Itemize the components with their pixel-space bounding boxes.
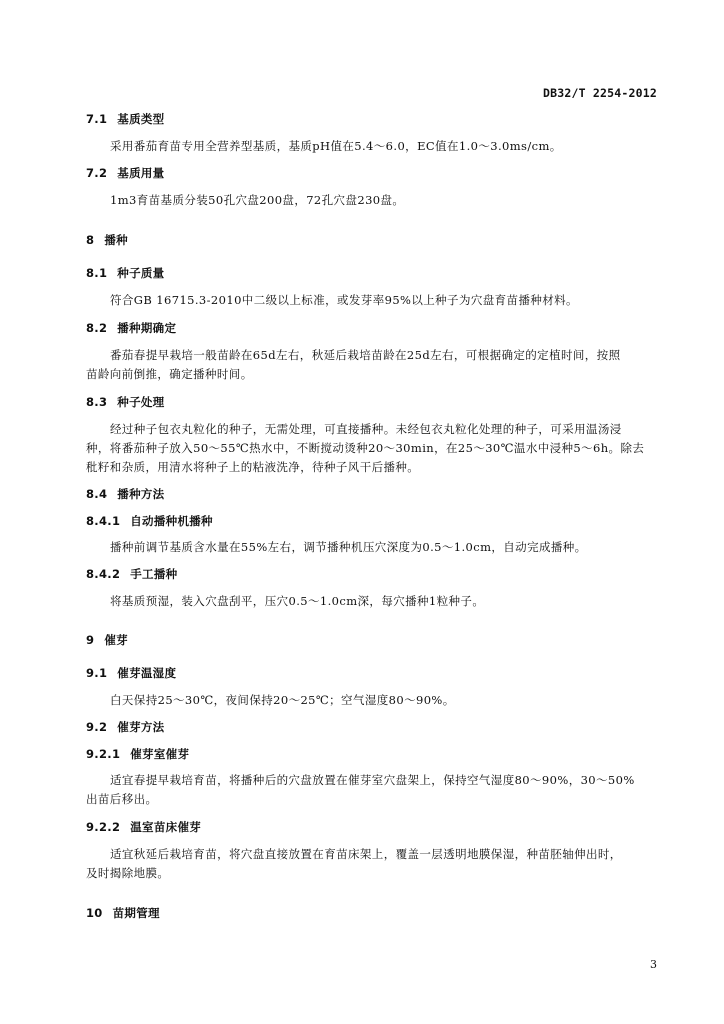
paragraph-line: 出苗后移出。 (86, 792, 158, 806)
section-title: 基质用量 (117, 166, 165, 180)
heading-8-3 (86, 394, 164, 410)
section-number: 7.1 (86, 112, 108, 126)
section-number: 10 (86, 906, 103, 920)
section-number: 9.2 (86, 720, 108, 734)
paragraph-line: 白天保持25～30℃，夜间保持20～25℃；空气湿度80～90%。 (110, 693, 455, 707)
section-number: 9 (86, 633, 95, 647)
section-number: 8.4 (86, 487, 108, 501)
section-number: 7.2 (86, 166, 108, 180)
paragraph-line: 适宜秋延后栽培育苗，将穴盘直接放置在育苗床架上，覆盖一层透明地膜保湿，种苗胚轴伸出时， (110, 847, 622, 861)
paragraph-line: 播种前调节基质含水量在55%左右，调节播种机压穴深度为0.5～1.0cm，自动完成播种。 (110, 540, 587, 554)
section-title: 播种期确定 (117, 321, 177, 335)
heading-7-2 (86, 165, 164, 181)
heading-8-2 (86, 320, 176, 336)
section-title: 温室苗床催芽 (130, 820, 202, 834)
heading-8-4 (86, 486, 164, 502)
heading-7-1 (86, 111, 164, 127)
section-number: 8.3 (86, 395, 108, 409)
section-title: 基质类型 (117, 112, 165, 126)
section-number: 9.1 (86, 666, 108, 680)
section-title: 播种方法 (117, 487, 165, 501)
paragraph-line: 符合GB 16715.3-2010中二级以上标准，或发芽率95%以上种子为穴盘育苗播种材料。 (110, 293, 578, 307)
paragraph-line: 及时揭除地膜。 (86, 866, 170, 880)
heading-9 (86, 632, 128, 648)
standard-code-header: DB32/T 2254-2012 (543, 86, 657, 100)
section-number: 8.2 (86, 321, 108, 335)
heading-8-1 (86, 265, 164, 281)
page-number: 3 (650, 958, 657, 971)
section-number: 8 (86, 233, 95, 247)
paragraph-line: 种，将番茄种子放入50～55℃热水中，不断搅动烫种20～30min，在25～30℃温水中浸种5～6h。除去 (86, 441, 645, 455)
paragraph-line: 采用番茄育苗专用全营养型基质，基质pH值在5.4～6.0，EC值在1.0～3.0ms/cm。 (110, 139, 562, 153)
paragraph-line: 将基质预湿，装入穴盘刮平，压穴0.5～1.0cm深，每穴播种1粒种子。 (110, 594, 485, 608)
paragraph-line: 经过种子包衣丸粒化的种子，无需处理，可直接播种。未经包衣丸粒化处理的种子，可采用温汤浸 (110, 422, 622, 436)
section-number: 8.4.1 (86, 514, 121, 528)
section-title: 手工播种 (130, 567, 178, 581)
section-title: 自动播种机播种 (130, 514, 213, 528)
section-title: 催芽温湿度 (117, 666, 177, 680)
heading-10 (86, 905, 160, 921)
section-number: 8.1 (86, 266, 108, 280)
paragraph-line: 适宜春提早栽培育苗，将播种后的穴盘放置在催芽室穴盘架上，保持空气湿度80～90%，30～50% (110, 773, 635, 787)
paragraph-line: 番茄春提早栽培一般苗龄在65d左右，秋延后栽培苗龄在25d左右，可根据确定的定植时间，按照 (110, 348, 621, 362)
heading-9-1 (86, 665, 176, 681)
section-title: 催芽方法 (117, 720, 165, 734)
section-title: 播种 (104, 233, 128, 247)
heading-8-4-1 (86, 513, 213, 529)
section-title: 苗期管理 (112, 906, 160, 920)
section-number: 9.2.2 (86, 820, 121, 834)
section-number: 9.2.1 (86, 747, 121, 761)
paragraph-line: 1m3育苗基质分装50孔穴盘200盘，72孔穴盘230盘。 (110, 193, 405, 207)
section-title: 种子质量 (117, 266, 165, 280)
heading-9-2 (86, 719, 164, 735)
section-title: 催芽 (104, 633, 128, 647)
section-number: 8.4.2 (86, 567, 121, 581)
paragraph-line: 秕籽和杂质，用清水将种子上的粘液洗净，待种子风干后播种。 (86, 460, 420, 474)
paragraph-line: 苗龄向前倒推，确定播种时间。 (86, 367, 253, 381)
heading-9-2-2 (86, 819, 201, 835)
heading-9-2-1 (86, 746, 189, 762)
section-title: 催芽室催芽 (130, 747, 190, 761)
heading-8-4-2 (86, 566, 177, 582)
heading-8 (86, 232, 128, 248)
section-title: 种子处理 (117, 395, 165, 409)
